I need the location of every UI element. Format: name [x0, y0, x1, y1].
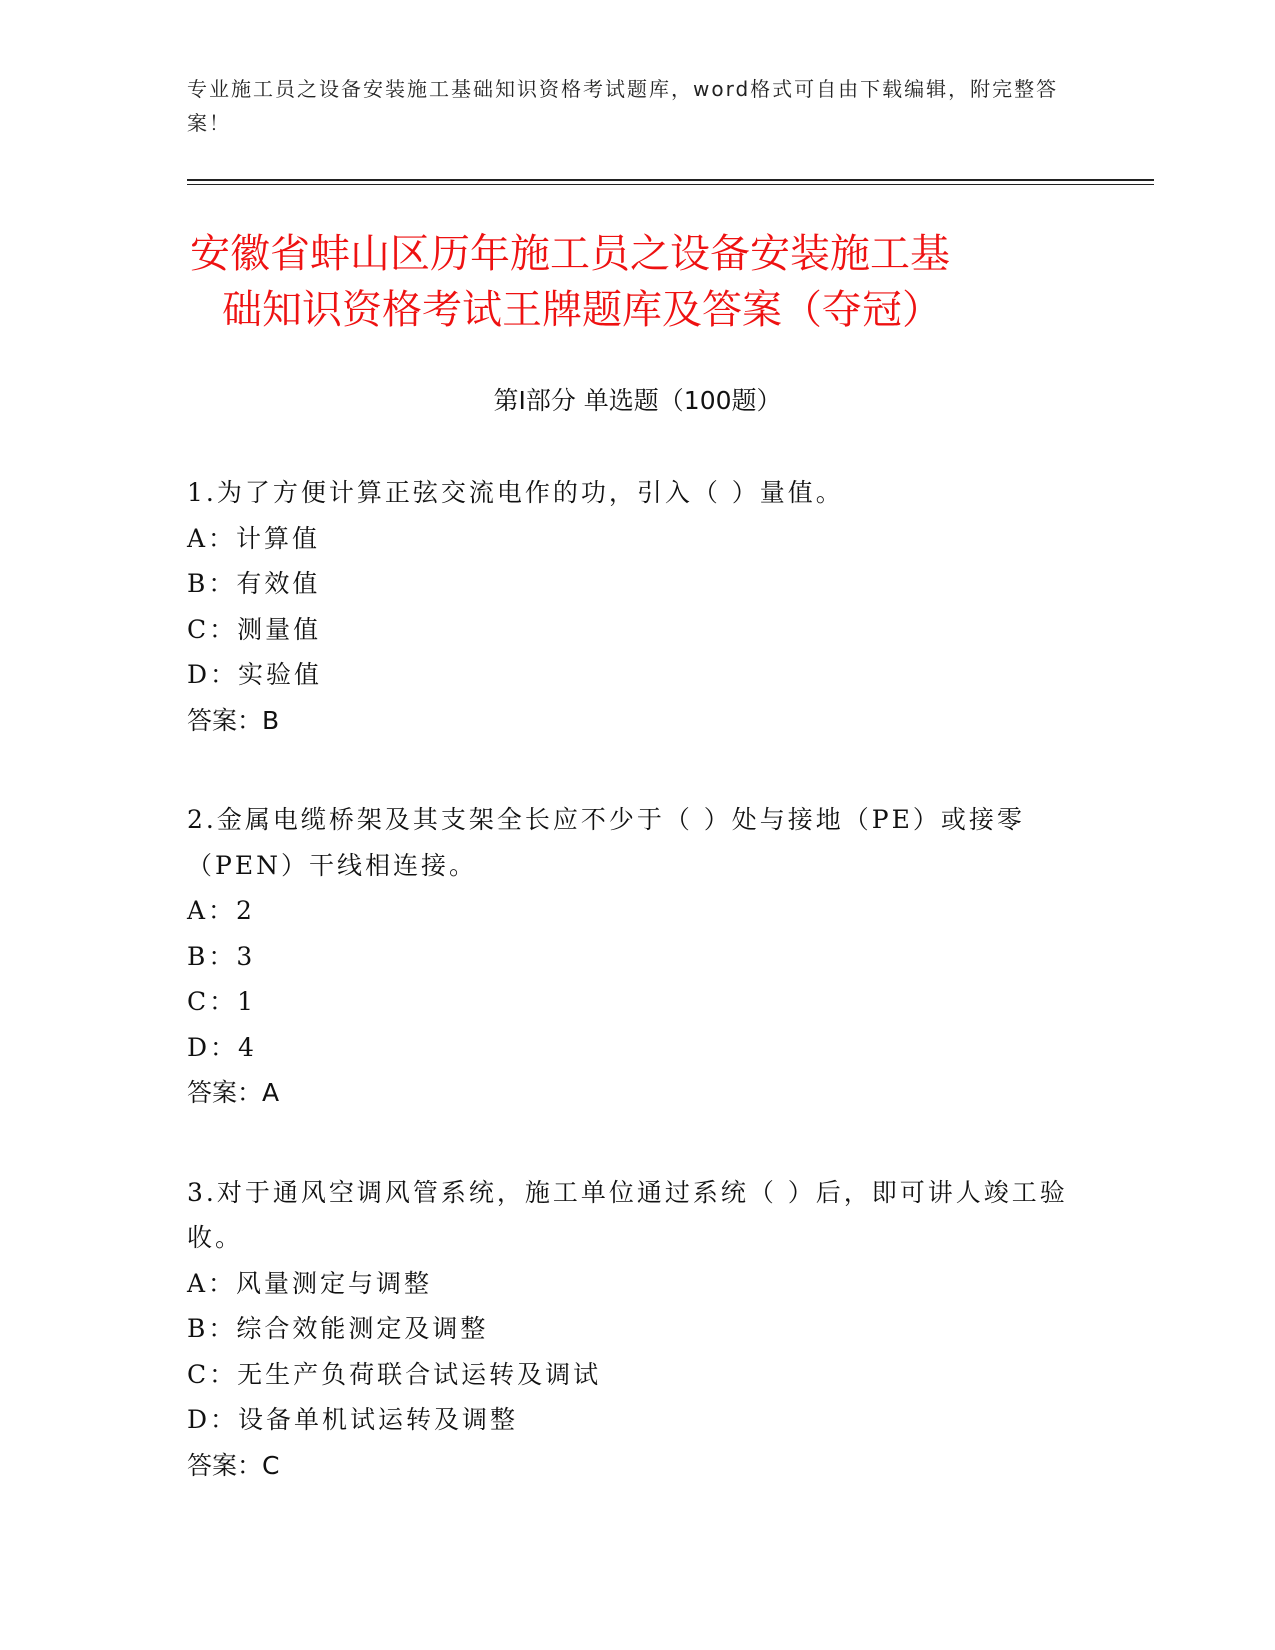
header-note: 专业施工员之设备安装施工基础知识资格考试题库，word格式可自由下载编辑，附完整答案！ [187, 77, 1059, 135]
option-a: A：2 [187, 896, 255, 925]
option-d: D：实验值 [187, 660, 323, 689]
question-text: 2.金属电缆桥架及其支架全长应不少于（ ）处与接地（PE）或接零（PEN）干线相连接。 [187, 805, 1025, 880]
question-1 [187, 470, 1087, 743]
header-divider-thin [187, 184, 1154, 185]
answer: 答案：A [187, 1078, 280, 1107]
section-heading: 第Ⅰ部分 单选题（100题） [493, 386, 782, 415]
document-title-line-2: 础知识资格考试王牌题库及答案（夺冠） [222, 287, 942, 333]
question-list [187, 470, 1087, 1542]
option-d: D：4 [187, 1032, 257, 1062]
document-title [190, 226, 1090, 338]
option-a: A：计算值 [187, 523, 321, 553]
option-a: A：风量测定与调整 [187, 1268, 433, 1298]
option-b: B：综合效能测定及调整 [187, 1314, 489, 1343]
option-b: B：有效值 [187, 569, 321, 598]
answer: 答案：B [187, 705, 280, 735]
question-2 [187, 797, 1087, 1116]
option-b: B：3 [187, 941, 256, 971]
option-d: D：设备单机试运转及调整 [187, 1405, 519, 1434]
answer: 答案：C [187, 1450, 280, 1480]
option-c: C：1 [187, 987, 257, 1016]
option-c: C：无生产负荷联合试运转及调试 [187, 1359, 602, 1389]
question-text: 1.为了方便计算正弦交流电作的功，引入（ ）量值。 [187, 478, 844, 507]
question-3 [187, 1170, 1087, 1489]
document-title-line-1: 安徽省蚌山区历年施工员之设备安装施工基 [190, 231, 950, 277]
question-text: 3.对于通风空调风管系统，施工单位通过系统（ ）后，即可讲人竣工验收。 [187, 1177, 1068, 1252]
option-c: C：测量值 [187, 614, 322, 644]
header-divider-thick [187, 179, 1154, 181]
